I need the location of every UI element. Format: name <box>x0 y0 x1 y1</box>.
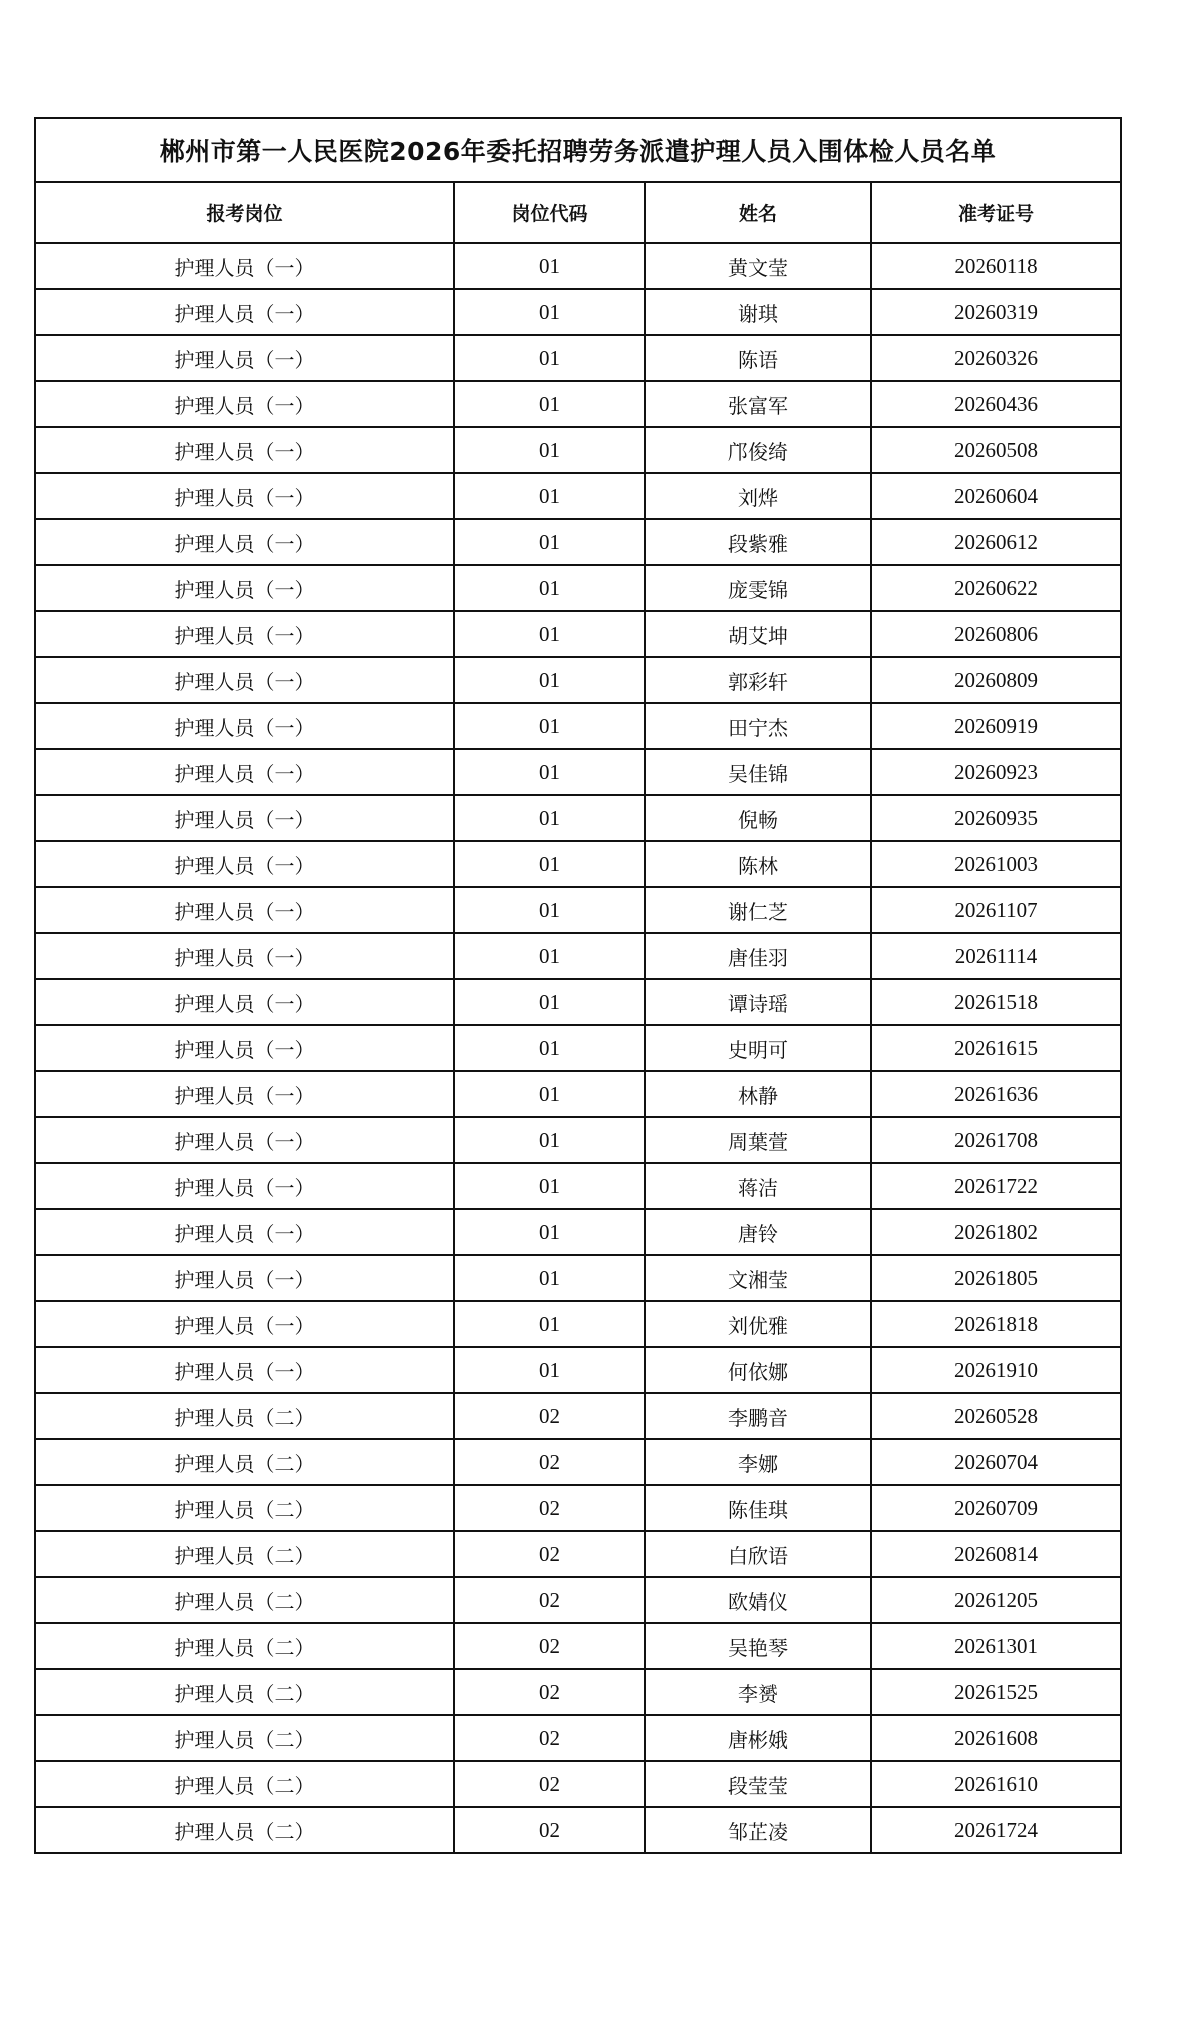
cell-exam-id: 20260806 <box>871 611 1121 657</box>
table-row <box>35 1071 1121 1117</box>
cell-name: 唐佳羽 <box>645 933 871 979</box>
cell-post: 护理人员（一） <box>35 565 454 611</box>
column-header-name: 姓名 <box>645 182 871 243</box>
cell-post-code: 02 <box>454 1623 645 1669</box>
cell-exam-id: 20261003 <box>871 841 1121 887</box>
title-row <box>35 118 1121 182</box>
cell-post-code: 01 <box>454 1071 645 1117</box>
column-header-post-code: 岗位代码 <box>454 182 645 243</box>
cell-post: 护理人员（一） <box>35 519 454 565</box>
cell-post-code: 01 <box>454 887 645 933</box>
cell-post-code: 01 <box>454 1025 645 1071</box>
cell-post-code: 01 <box>454 1209 645 1255</box>
cell-name: 文湘莹 <box>645 1255 871 1301</box>
cell-post-code: 01 <box>454 565 645 611</box>
cell-post: 护理人员（一） <box>35 1255 454 1301</box>
cell-post-code: 01 <box>454 289 645 335</box>
cell-name: 邝俊绮 <box>645 427 871 473</box>
cell-name: 谭诗瑶 <box>645 979 871 1025</box>
cell-post-code: 01 <box>454 611 645 657</box>
cell-name: 刘优雅 <box>645 1301 871 1347</box>
cell-post: 护理人员（一） <box>35 841 454 887</box>
cell-post-code: 02 <box>454 1715 645 1761</box>
cell-name: 蒋洁 <box>645 1163 871 1209</box>
cell-name: 庞雯锦 <box>645 565 871 611</box>
cell-name: 段紫雅 <box>645 519 871 565</box>
cell-exam-id: 20261205 <box>871 1577 1121 1623</box>
cell-exam-id: 20261722 <box>871 1163 1121 1209</box>
table-row <box>35 749 1121 795</box>
candidate-table <box>34 117 1122 1854</box>
table-row <box>35 795 1121 841</box>
cell-post-code: 01 <box>454 749 645 795</box>
cell-post: 护理人员（一） <box>35 243 454 289</box>
table-row <box>35 289 1121 335</box>
table-row <box>35 1117 1121 1163</box>
cell-post: 护理人员（二） <box>35 1439 454 1485</box>
cell-post: 护理人员（一） <box>35 1071 454 1117</box>
cell-exam-id: 20261518 <box>871 979 1121 1025</box>
cell-post-code: 01 <box>454 795 645 841</box>
cell-post: 护理人员（一） <box>35 795 454 841</box>
cell-name: 吴艳琴 <box>645 1623 871 1669</box>
cell-exam-id: 20260622 <box>871 565 1121 611</box>
cell-name: 倪畅 <box>645 795 871 841</box>
table-row <box>35 1623 1121 1669</box>
table-row <box>35 519 1121 565</box>
cell-post-code: 01 <box>454 841 645 887</box>
cell-post: 护理人员（一） <box>35 703 454 749</box>
document-title: 郴州市第一人民医院2026年委托招聘劳务派遣护理人员入围体检人员名单 <box>35 118 1121 182</box>
cell-exam-id: 20261802 <box>871 1209 1121 1255</box>
cell-exam-id: 20261708 <box>871 1117 1121 1163</box>
cell-post-code: 02 <box>454 1485 645 1531</box>
cell-post-code: 02 <box>454 1807 645 1853</box>
cell-name: 唐铃 <box>645 1209 871 1255</box>
cell-post-code: 02 <box>454 1761 645 1807</box>
cell-exam-id: 20260436 <box>871 381 1121 427</box>
table-row <box>35 933 1121 979</box>
cell-name: 何依娜 <box>645 1347 871 1393</box>
cell-post-code: 01 <box>454 243 645 289</box>
cell-post: 护理人员（一） <box>35 381 454 427</box>
cell-exam-id: 20261610 <box>871 1761 1121 1807</box>
cell-name: 林静 <box>645 1071 871 1117</box>
table-row <box>35 1669 1121 1715</box>
table-row <box>35 427 1121 473</box>
cell-post: 护理人员（二） <box>35 1531 454 1577</box>
cell-name: 黄文莹 <box>645 243 871 289</box>
table-row <box>35 887 1121 933</box>
cell-post: 护理人员（一） <box>35 887 454 933</box>
column-header-exam-id: 准考证号 <box>871 182 1121 243</box>
cell-exam-id: 20260919 <box>871 703 1121 749</box>
cell-post: 护理人员（二） <box>35 1623 454 1669</box>
cell-post-code: 01 <box>454 427 645 473</box>
table-row <box>35 473 1121 519</box>
cell-exam-id: 20260508 <box>871 427 1121 473</box>
table-row <box>35 565 1121 611</box>
cell-post: 护理人员（一） <box>35 1301 454 1347</box>
cell-post: 护理人员（二） <box>35 1485 454 1531</box>
cell-exam-id: 20261910 <box>871 1347 1121 1393</box>
cell-post: 护理人员（一） <box>35 933 454 979</box>
table-row <box>35 335 1121 381</box>
cell-post-code: 01 <box>454 335 645 381</box>
cell-post: 护理人员（二） <box>35 1807 454 1853</box>
cell-post: 护理人员（一） <box>35 427 454 473</box>
cell-exam-id: 20260935 <box>871 795 1121 841</box>
table-row <box>35 1577 1121 1623</box>
table-row <box>35 1209 1121 1255</box>
table-row <box>35 841 1121 887</box>
cell-exam-id: 20261114 <box>871 933 1121 979</box>
cell-name: 欧婧仪 <box>645 1577 871 1623</box>
cell-name: 吴佳锦 <box>645 749 871 795</box>
table-row <box>35 1439 1121 1485</box>
cell-name: 周葉萱 <box>645 1117 871 1163</box>
cell-name: 郭彩轩 <box>645 657 871 703</box>
cell-name: 李鹏音 <box>645 1393 871 1439</box>
cell-exam-id: 20261724 <box>871 1807 1121 1853</box>
cell-name: 白欣语 <box>645 1531 871 1577</box>
table-row <box>35 1393 1121 1439</box>
cell-post-code: 01 <box>454 473 645 519</box>
table-row <box>35 611 1121 657</box>
cell-post: 护理人员（一） <box>35 1025 454 1071</box>
table-row <box>35 1715 1121 1761</box>
cell-post-code: 01 <box>454 1117 645 1163</box>
cell-post-code: 02 <box>454 1577 645 1623</box>
table-row <box>35 1485 1121 1531</box>
cell-exam-id: 20260604 <box>871 473 1121 519</box>
cell-post-code: 01 <box>454 657 645 703</box>
table-row <box>35 1025 1121 1071</box>
cell-name: 田宁杰 <box>645 703 871 749</box>
cell-post: 护理人员（一） <box>35 657 454 703</box>
cell-post-code: 01 <box>454 1163 645 1209</box>
cell-exam-id: 20261805 <box>871 1255 1121 1301</box>
cell-name: 李赟 <box>645 1669 871 1715</box>
cell-exam-id: 20260118 <box>871 243 1121 289</box>
cell-name: 李娜 <box>645 1439 871 1485</box>
cell-name: 陈语 <box>645 335 871 381</box>
cell-exam-id: 20260923 <box>871 749 1121 795</box>
cell-post-code: 01 <box>454 1301 645 1347</box>
cell-name: 陈佳琪 <box>645 1485 871 1531</box>
cell-exam-id: 20261818 <box>871 1301 1121 1347</box>
cell-post-code: 01 <box>454 381 645 427</box>
cell-exam-id: 20260814 <box>871 1531 1121 1577</box>
cell-post: 护理人员（一） <box>35 1117 454 1163</box>
cell-exam-id: 20260709 <box>871 1485 1121 1531</box>
cell-name: 胡艾坤 <box>645 611 871 657</box>
table-row <box>35 1531 1121 1577</box>
table-row <box>35 243 1121 289</box>
cell-post-code: 01 <box>454 519 645 565</box>
table-row <box>35 703 1121 749</box>
cell-exam-id: 20260326 <box>871 335 1121 381</box>
cell-exam-id: 20261608 <box>871 1715 1121 1761</box>
cell-exam-id: 20261525 <box>871 1669 1121 1715</box>
cell-exam-id: 20261107 <box>871 887 1121 933</box>
cell-post: 护理人员（一） <box>35 611 454 657</box>
cell-exam-id: 20260809 <box>871 657 1121 703</box>
table-row <box>35 1761 1121 1807</box>
cell-post: 护理人员（一） <box>35 289 454 335</box>
cell-post: 护理人员（二） <box>35 1715 454 1761</box>
table-body <box>35 243 1121 1853</box>
cell-post-code: 01 <box>454 1347 645 1393</box>
cell-post: 护理人员（二） <box>35 1393 454 1439</box>
cell-post-code: 01 <box>454 933 645 979</box>
table-row <box>35 1255 1121 1301</box>
cell-name: 谢琪 <box>645 289 871 335</box>
cell-post: 护理人员（一） <box>35 749 454 795</box>
table-row <box>35 1807 1121 1853</box>
cell-exam-id: 20260319 <box>871 289 1121 335</box>
cell-post-code: 01 <box>454 1255 645 1301</box>
cell-post: 护理人员（二） <box>35 1669 454 1715</box>
cell-name: 谢仁芝 <box>645 887 871 933</box>
cell-post: 护理人员（一） <box>35 473 454 519</box>
cell-post: 护理人员（一） <box>35 1163 454 1209</box>
column-header-post: 报考岗位 <box>35 182 454 243</box>
cell-post-code: 01 <box>454 979 645 1025</box>
cell-post: 护理人员（一） <box>35 979 454 1025</box>
cell-name: 刘烨 <box>645 473 871 519</box>
header-row <box>35 182 1121 243</box>
cell-exam-id: 20260704 <box>871 1439 1121 1485</box>
cell-name: 陈林 <box>645 841 871 887</box>
table-row <box>35 1301 1121 1347</box>
table-row <box>35 1163 1121 1209</box>
cell-post: 护理人员（一） <box>35 1209 454 1255</box>
cell-name: 史明可 <box>645 1025 871 1071</box>
cell-post: 护理人员（一） <box>35 1347 454 1393</box>
cell-post-code: 02 <box>454 1439 645 1485</box>
cell-name: 段莹莹 <box>645 1761 871 1807</box>
table-row <box>35 657 1121 703</box>
cell-exam-id: 20261636 <box>871 1071 1121 1117</box>
cell-post: 护理人员（一） <box>35 335 454 381</box>
cell-post: 护理人员（二） <box>35 1761 454 1807</box>
cell-post-code: 02 <box>454 1669 645 1715</box>
cell-name: 张富军 <box>645 381 871 427</box>
cell-exam-id: 20260612 <box>871 519 1121 565</box>
cell-exam-id: 20260528 <box>871 1393 1121 1439</box>
cell-name: 邹芷凌 <box>645 1807 871 1853</box>
cell-name: 唐彬娥 <box>645 1715 871 1761</box>
cell-post-code: 02 <box>454 1393 645 1439</box>
candidate-list-sheet <box>34 117 1120 1854</box>
cell-post: 护理人员（二） <box>35 1577 454 1623</box>
cell-post-code: 02 <box>454 1531 645 1577</box>
cell-exam-id: 20261301 <box>871 1623 1121 1669</box>
cell-post-code: 01 <box>454 703 645 749</box>
table-row <box>35 979 1121 1025</box>
table-row <box>35 1347 1121 1393</box>
cell-exam-id: 20261615 <box>871 1025 1121 1071</box>
table-row <box>35 381 1121 427</box>
